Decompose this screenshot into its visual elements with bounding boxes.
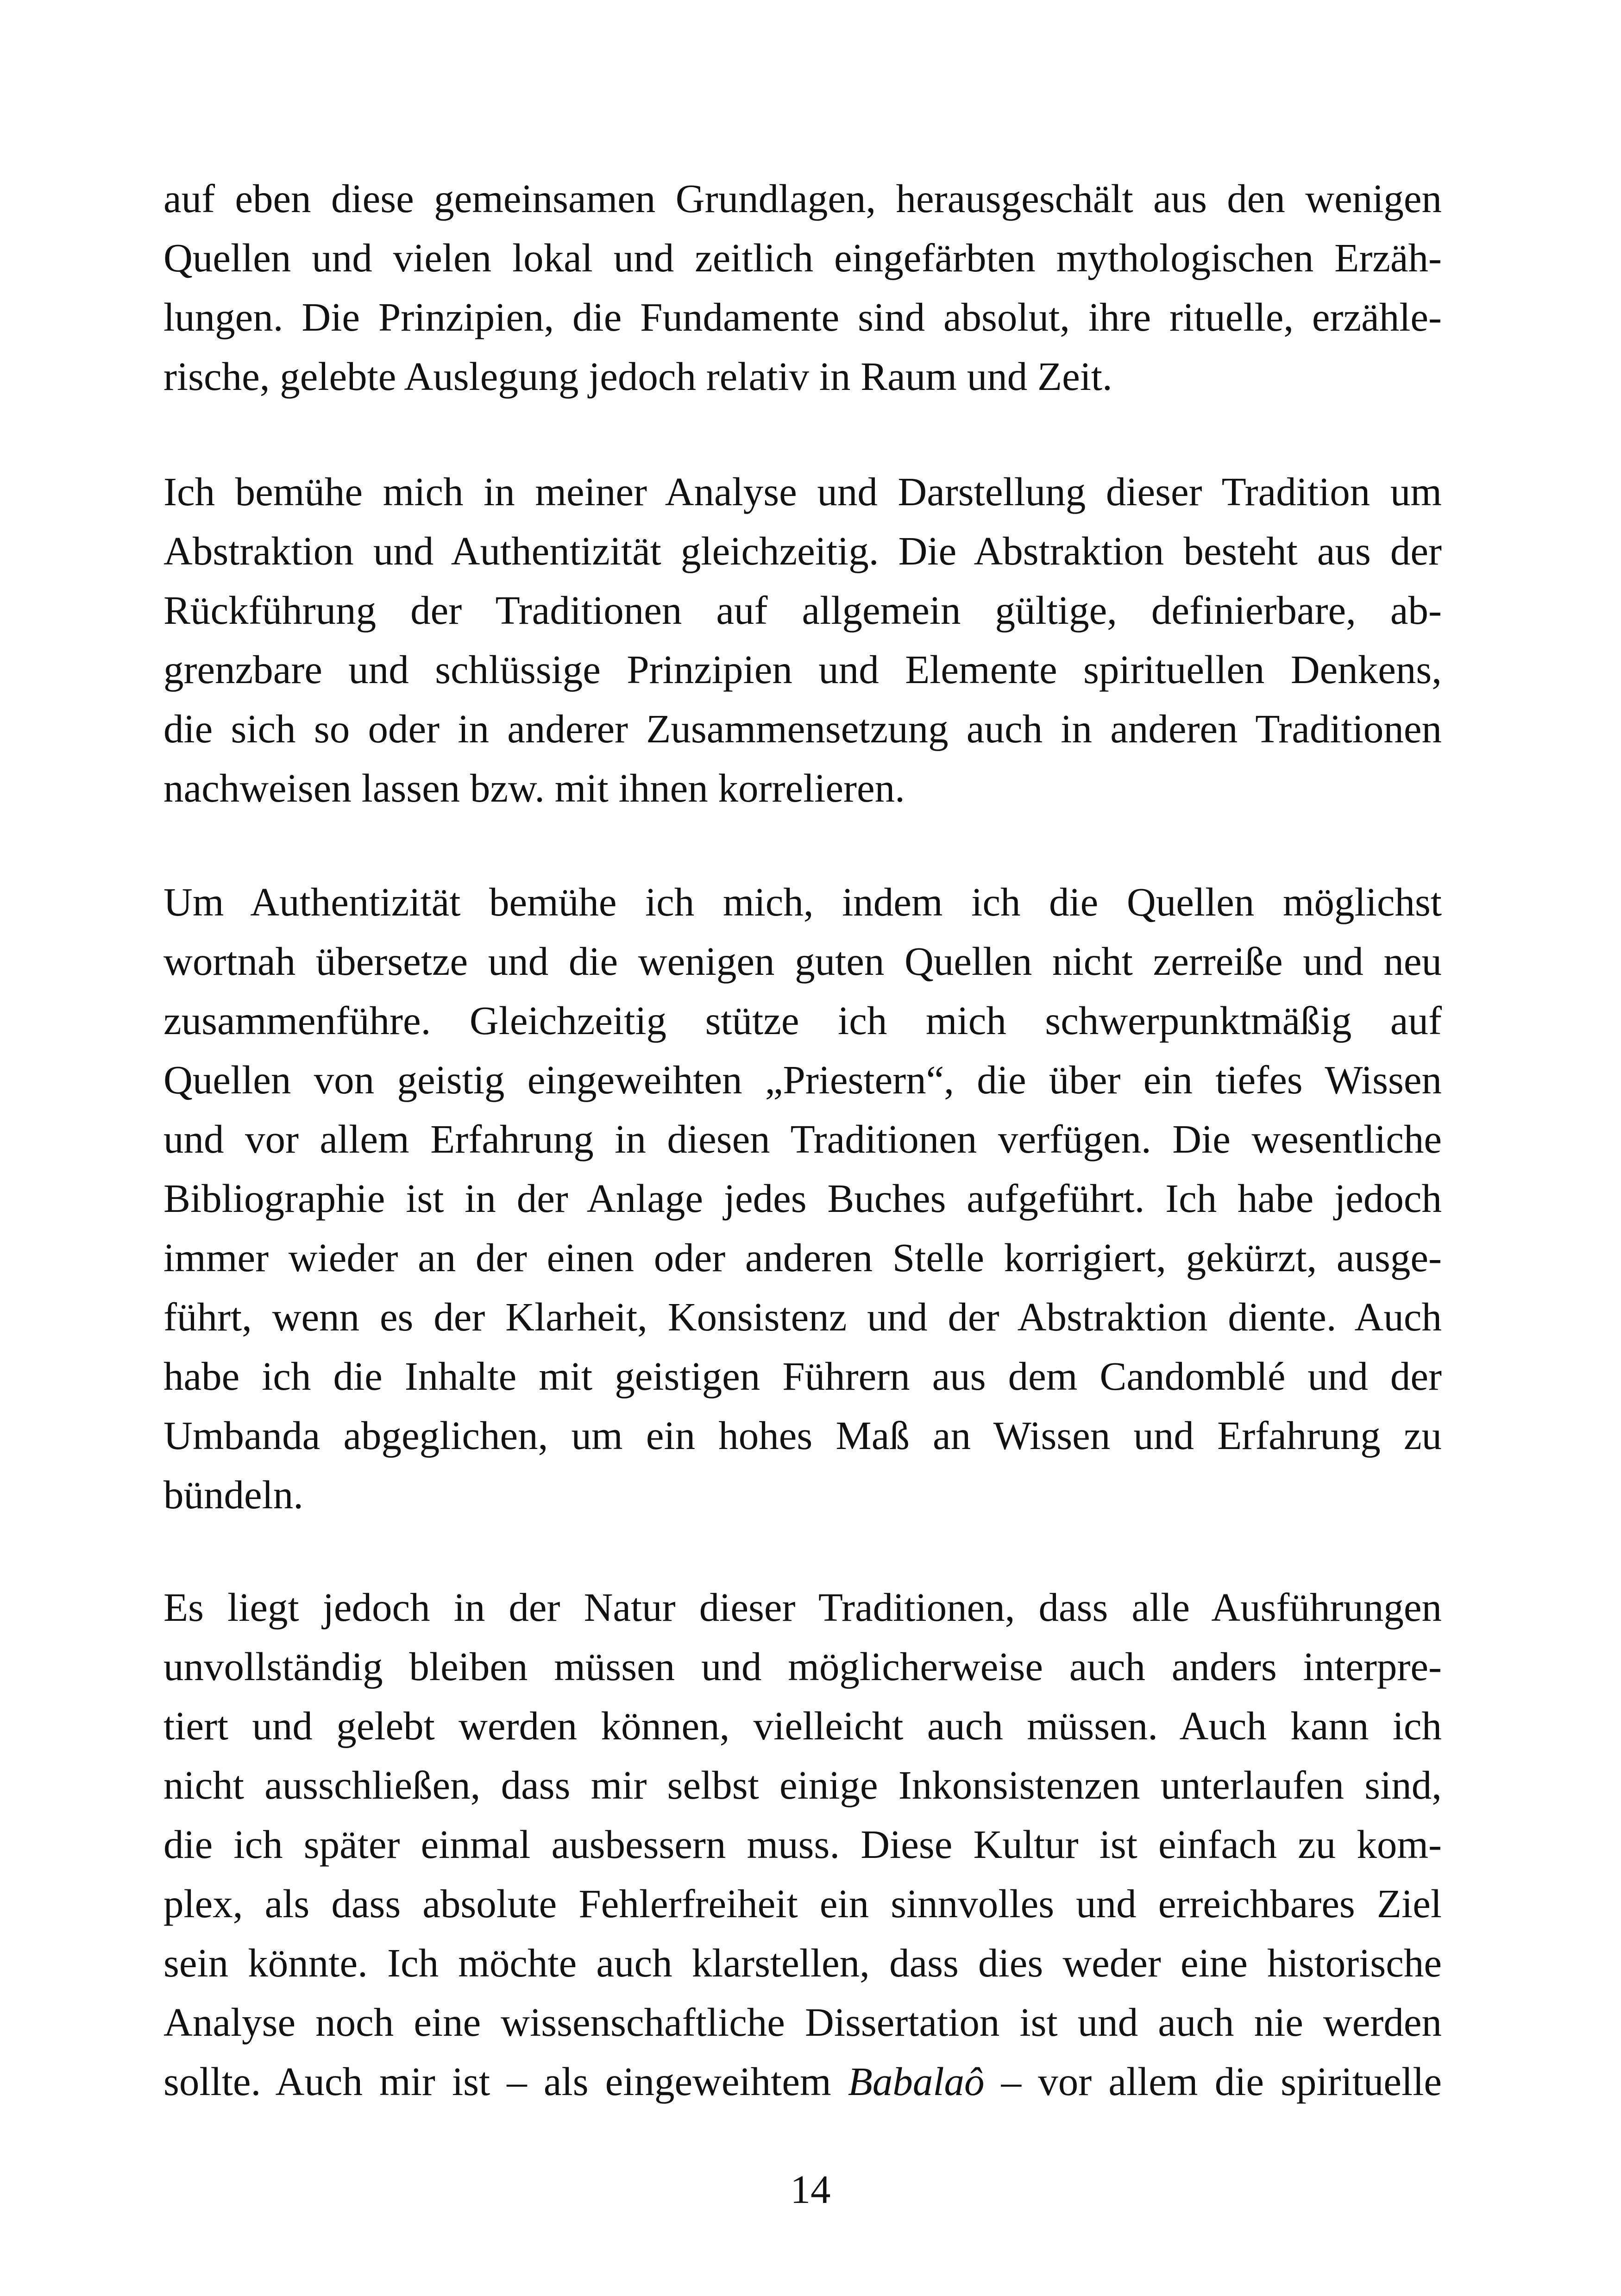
text-line: Ich bemühe mich in meiner Analyse und Darstellung dieser Tradition um (163, 469, 1442, 514)
text-line: unvollständig bleiben müssen und möglicherweise auch anders interpre- (163, 1644, 1442, 1689)
text-line: nachweisen lassen bzw. mit ihnen korrelieren. (163, 765, 905, 810)
text-line: Rückführung der Traditionen auf allgemein gültige, definierbare, ab- (163, 588, 1442, 633)
text-line: rische, gelebte Auslegung jedoch relativ in Raum und Zeit. (163, 354, 1112, 399)
italic-term: Babalaô (848, 2059, 985, 2104)
text-line: führt, wenn es der Klarheit, Konsistenz und der Abstraktion diente. Auch (163, 1294, 1442, 1339)
text-line: bündeln. (163, 1472, 304, 1517)
paragraph (163, 462, 1442, 818)
text-line: die ich später einmal ausbessern muss. Diese Kultur ist einfach zu kom- (163, 1822, 1442, 1867)
text-line: Quellen von geistig eingeweihten „Priestern“, die über ein tiefes Wissen (163, 1057, 1442, 1102)
paragraph (163, 872, 1442, 1524)
text-line: Analyse noch eine wissenschaftliche Dissertation ist und auch nie werden (163, 2000, 1442, 2045)
paragraph (163, 1578, 1442, 2111)
text-line: Quellen und vielen lokal und zeitlich eingefärbten mythologischen Erzäh- (163, 235, 1442, 280)
text-line: Abstraktion und Authentizität gleichzeitig. Die Abstraktion besteht aus der (163, 528, 1442, 573)
paragraph (163, 169, 1442, 406)
text-line: Es liegt jedoch in der Natur dieser Traditionen, dass alle Ausführungen (163, 1585, 1442, 1630)
text-line: immer wieder an der einen oder anderen Stelle korrigiert, gekürzt, ausge- (163, 1235, 1442, 1280)
text-line: habe ich die Inhalte mit geistigen Führern aus dem Candomblé und der (163, 1354, 1442, 1399)
text-line: auf eben diese gemeinsamen Grundlagen, herausgeschält aus den wenigen (163, 176, 1442, 221)
text-line: plex, als dass absolute Fehlerfreiheit ein sinnvolles und erreichbares Ziel (163, 1881, 1442, 1926)
text-line: Umbanda abgeglichen, um ein hohes Maß an Wissen und Erfahrung zu (163, 1413, 1442, 1458)
text-line: sein könnte. Ich möchte auch klarstellen, dass dies weder eine historische (163, 1940, 1442, 1985)
text-line: die sich so oder in anderer Zusammensetzung auch in anderen Traditionen (163, 706, 1442, 751)
text-segment: – vor allem die spirituelle (984, 2059, 1442, 2104)
text-line: wortnah übersetze und die wenigen guten Quellen nicht zerreiße und neu (163, 939, 1442, 984)
text-line (163, 2052, 1442, 2111)
page-number: 14 (790, 2167, 831, 2212)
text-line: grenzbare und schlüssige Prinzipien und Elemente spirituellen Denkens, (163, 647, 1442, 692)
text-line: lungen. Die Prinzipien, die Fundamente sind absolut, ihre rituelle, erzähle- (163, 295, 1442, 339)
text-line: nicht ausschließen, dass mir selbst einige Inkonsistenzen unterlaufen sind, (163, 1763, 1442, 1807)
text-line: zusammenführe. Gleichzeitig stütze ich mich schwerpunktmäßig auf (163, 998, 1442, 1043)
text-line: und vor allem Erfahrung in diesen Traditionen verfügen. Die wesentliche (163, 1117, 1442, 1161)
text-line: tiert und gelebt werden können, vielleicht auch müssen. Auch kann ich (163, 1703, 1442, 1748)
text-line: Um Authentizität bemühe ich mich, indem ich die Quellen möglichst (163, 879, 1442, 924)
text-segment: sollte. Auch mir ist – als eingeweihtem (163, 2059, 848, 2104)
text-line: Bibliographie ist in der Anlage jedes Buches aufgeführt. Ich habe jedoch (163, 1176, 1442, 1221)
